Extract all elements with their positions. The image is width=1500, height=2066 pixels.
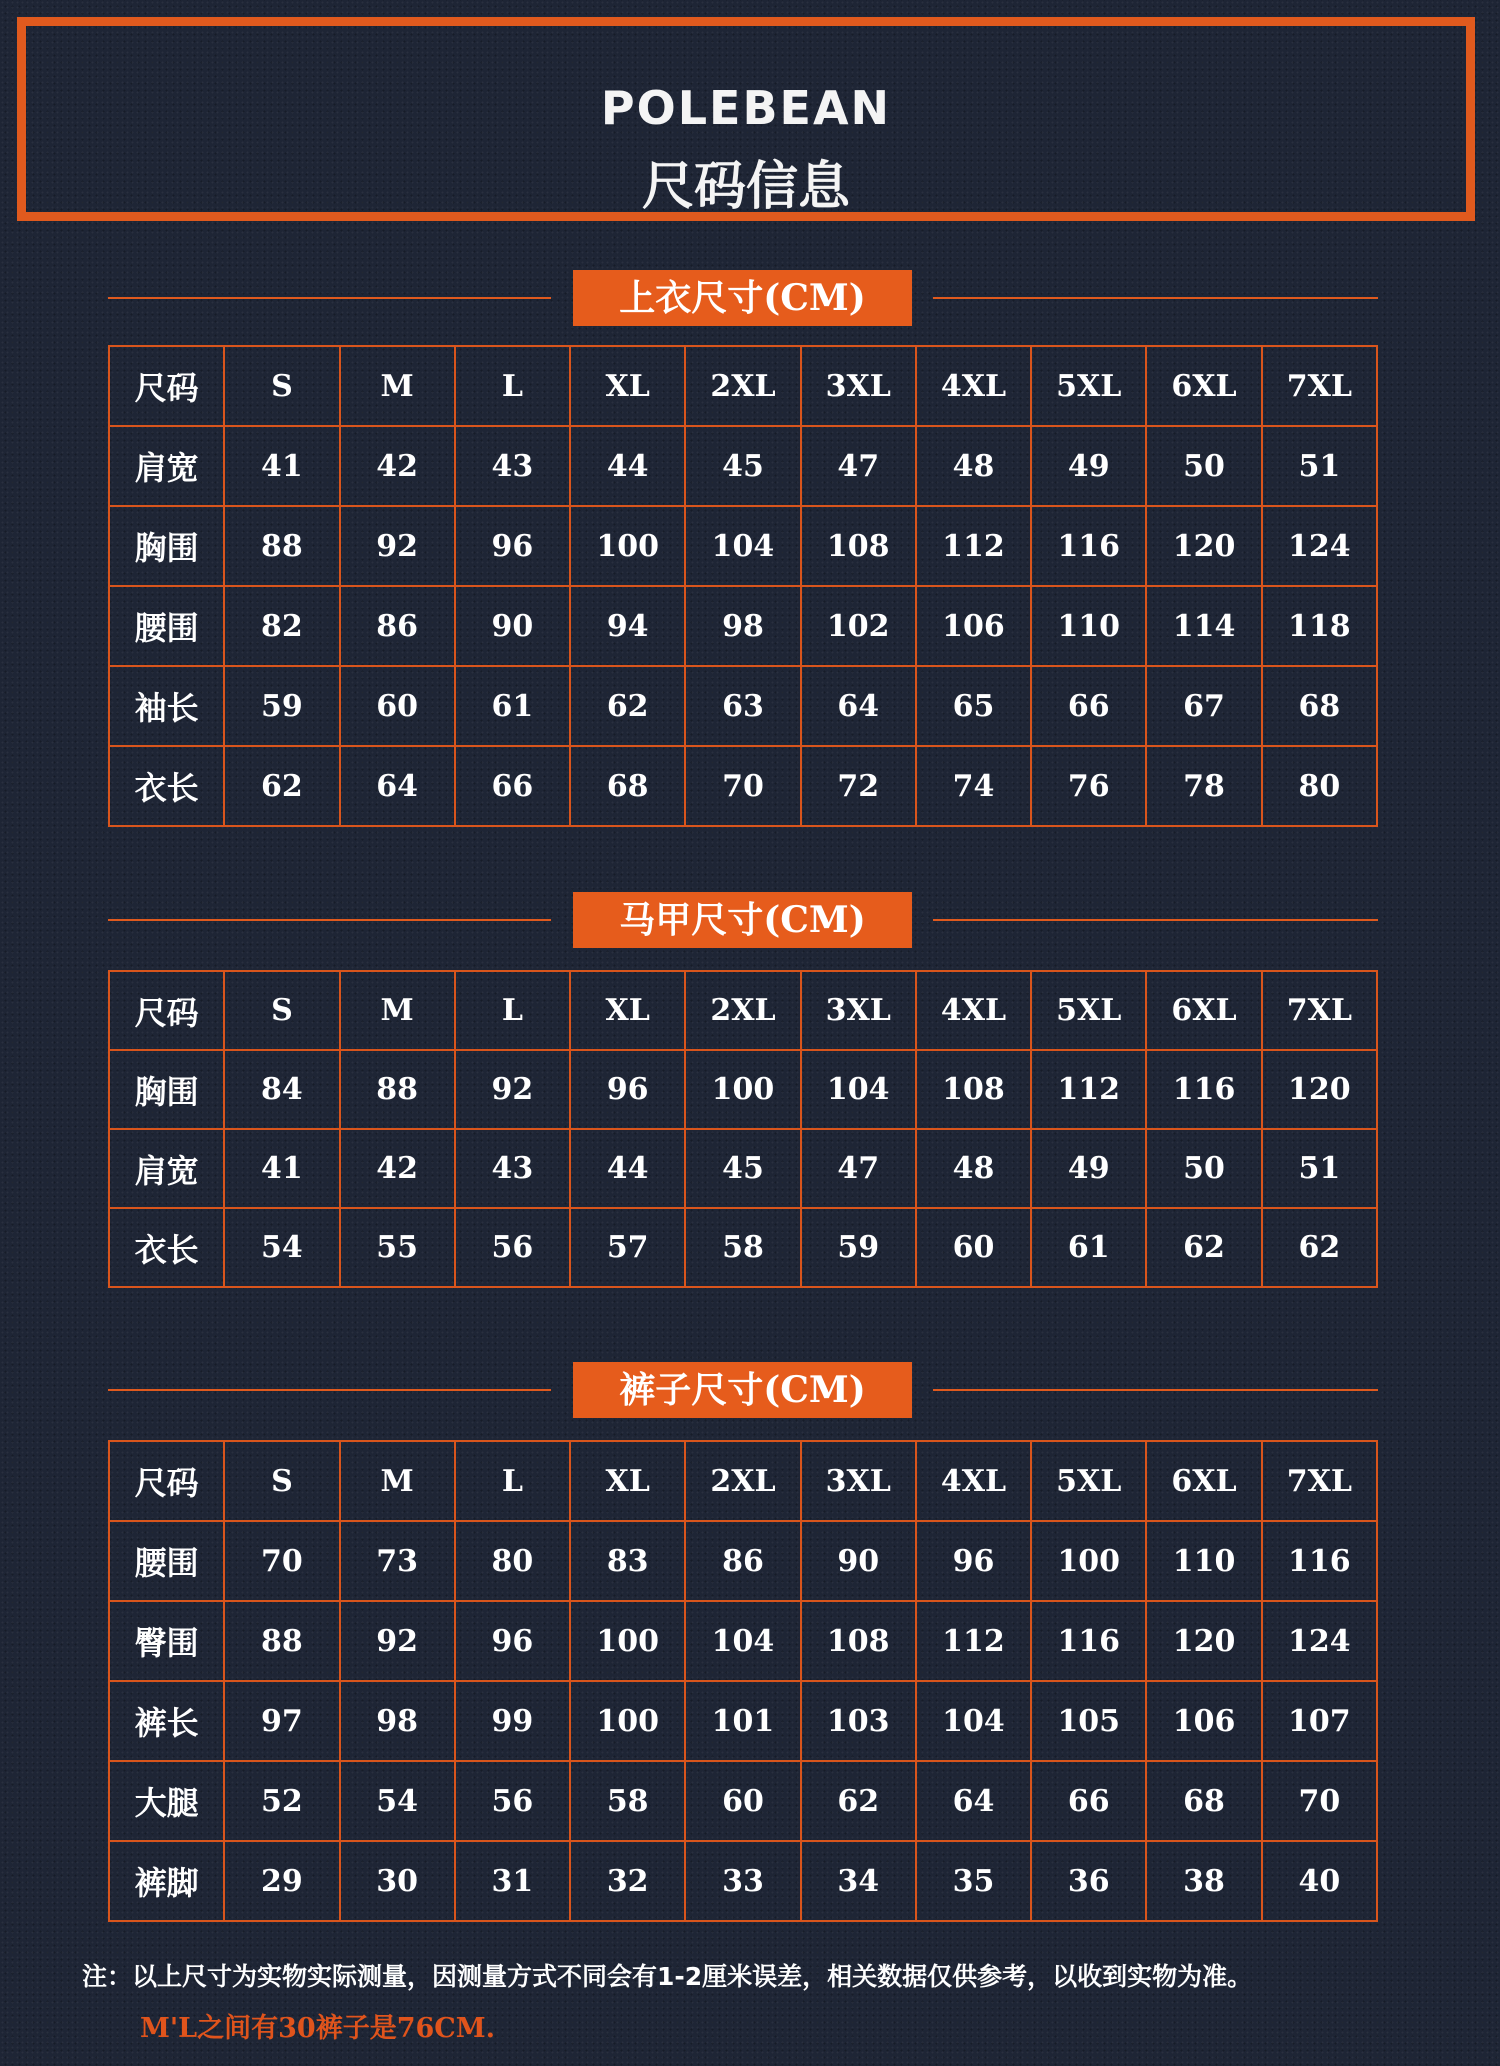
table-cell: 50 [1146, 426, 1261, 506]
table-row [109, 1129, 1377, 1208]
row-label-cell: 腰围 [109, 1521, 224, 1601]
table-cell: 58 [685, 1208, 800, 1287]
table-cell: 60 [916, 1208, 1031, 1287]
table-cell: 65 [916, 666, 1031, 746]
size-header-cell: M [340, 971, 455, 1050]
size-header-cell: 6XL [1146, 1441, 1261, 1521]
table-cell: 35 [916, 1841, 1031, 1921]
table-cell: 51 [1262, 1129, 1377, 1208]
table-cell: 67 [1146, 666, 1261, 746]
table-cell: 68 [1262, 666, 1377, 746]
vest-size-table [108, 970, 1378, 1288]
table-cell: 100 [570, 1681, 685, 1761]
table-cell: 64 [340, 746, 455, 826]
table-cell: 48 [916, 1129, 1031, 1208]
table-cell: 106 [1146, 1681, 1261, 1761]
size-header-cell: XL [570, 346, 685, 426]
table-cell: 68 [1146, 1761, 1261, 1841]
table-cell: 60 [685, 1761, 800, 1841]
table-header-row [109, 346, 1377, 426]
row-label-cell: 裤脚 [109, 1841, 224, 1921]
table-cell: 106 [916, 586, 1031, 666]
table-cell: 61 [455, 666, 570, 746]
table-cell: 120 [1146, 1601, 1261, 1681]
table-cell: 100 [570, 506, 685, 586]
table-cell: 96 [570, 1050, 685, 1129]
table-cell: 41 [224, 426, 339, 506]
table-cell: 118 [1262, 586, 1377, 666]
table-cell: 76 [1031, 746, 1146, 826]
table-cell: 116 [1031, 1601, 1146, 1681]
section-header-tops [108, 270, 1378, 326]
size-header-cell: L [455, 1441, 570, 1521]
row-label-cell: 腰围 [109, 586, 224, 666]
table-cell: 110 [1146, 1521, 1261, 1601]
row-label-cell: 肩宽 [109, 1129, 224, 1208]
section-title-tops: 上衣尺寸(CM) [573, 270, 912, 326]
table-cell: 52 [224, 1761, 339, 1841]
section-title-trousers: 裤子尺寸(CM) [573, 1362, 912, 1418]
table-row [109, 746, 1377, 826]
size-header-cell: 2XL [685, 971, 800, 1050]
row-label-cell: 胸围 [109, 506, 224, 586]
table-cell: 68 [570, 746, 685, 826]
table-cell: 98 [685, 586, 800, 666]
size-header-cell: 5XL [1031, 971, 1146, 1050]
table-cell: 44 [570, 426, 685, 506]
table-cell: 40 [1262, 1841, 1377, 1921]
table-cell: 45 [685, 426, 800, 506]
size-header-cell: 7XL [1262, 346, 1377, 426]
table-cell: 62 [1146, 1208, 1261, 1287]
table-cell: 112 [1031, 1050, 1146, 1129]
size-header-cell: S [224, 1441, 339, 1521]
table-cell: 82 [224, 586, 339, 666]
table-cell: 101 [685, 1681, 800, 1761]
table-cell: 50 [1146, 1129, 1261, 1208]
table-cell: 61 [1031, 1208, 1146, 1287]
table-cell: 94 [570, 586, 685, 666]
table-header-row [109, 971, 1377, 1050]
table-cell: 116 [1146, 1050, 1261, 1129]
table-cell: 43 [455, 1129, 570, 1208]
table-cell: 86 [340, 586, 455, 666]
table-cell: 114 [1146, 586, 1261, 666]
size-header-cell: 5XL [1031, 346, 1146, 426]
row-label-cell: 臀围 [109, 1601, 224, 1681]
table-cell: 63 [685, 666, 800, 746]
table-cell: 38 [1146, 1841, 1261, 1921]
table-cell: 32 [570, 1841, 685, 1921]
measurement-note: 注：以上尺寸为实物实际测量，因测量方式不同会有1-2厘米误差，相关数据仅供参考，以收到实物为准。 [82, 1962, 1253, 1991]
table-cell: 92 [340, 1601, 455, 1681]
table-row [109, 506, 1377, 586]
size-header-cell: 6XL [1146, 346, 1261, 426]
table-cell: 100 [685, 1050, 800, 1129]
table-cell: 80 [1262, 746, 1377, 826]
table-cell: 66 [455, 746, 570, 826]
table-cell: 56 [455, 1208, 570, 1287]
table-cell: 108 [801, 1601, 916, 1681]
table-cell: 42 [340, 1129, 455, 1208]
table-cell: 60 [340, 666, 455, 746]
table-cell: 99 [455, 1681, 570, 1761]
table-cell: 31 [455, 1841, 570, 1921]
table-row [109, 666, 1377, 746]
table-cell: 55 [340, 1208, 455, 1287]
table-cell: 45 [685, 1129, 800, 1208]
size-header-cell: L [455, 346, 570, 426]
table-cell: 54 [340, 1761, 455, 1841]
table-row [109, 1521, 1377, 1601]
table-row [109, 1208, 1377, 1287]
table-header-row [109, 1441, 1377, 1521]
table-row [109, 1761, 1377, 1841]
size-header-cell: 6XL [1146, 971, 1261, 1050]
table-cell: 49 [1031, 426, 1146, 506]
table-cell: 116 [1262, 1521, 1377, 1601]
table-cell: 36 [1031, 1841, 1146, 1921]
size-header-cell: S [224, 346, 339, 426]
size-header-cell: 3XL [801, 1441, 916, 1521]
table-cell: 110 [1031, 586, 1146, 666]
table-row [109, 1050, 1377, 1129]
table-cell: 59 [224, 666, 339, 746]
table-cell: 73 [340, 1521, 455, 1601]
table-cell: 90 [455, 586, 570, 666]
table-cell: 34 [801, 1841, 916, 1921]
row-label-cell: 裤长 [109, 1681, 224, 1761]
size-header-cell: XL [570, 1441, 685, 1521]
row-label-cell: 肩宽 [109, 426, 224, 506]
table-cell: 62 [224, 746, 339, 826]
size-header-cell: 5XL [1031, 1441, 1146, 1521]
table-cell: 64 [801, 666, 916, 746]
table-cell: 88 [340, 1050, 455, 1129]
table-cell: 96 [455, 506, 570, 586]
table-cell: 86 [685, 1521, 800, 1601]
divider-line [933, 919, 1378, 921]
table-cell: 62 [801, 1761, 916, 1841]
table-cell: 124 [1262, 506, 1377, 586]
row-label-cell: 尺码 [109, 971, 224, 1050]
row-label-cell: 胸围 [109, 1050, 224, 1129]
divider-line [108, 919, 551, 921]
size-header-cell: 4XL [916, 971, 1031, 1050]
table-cell: 59 [801, 1208, 916, 1287]
table-cell: 104 [916, 1681, 1031, 1761]
size-header-cell: XL [570, 971, 685, 1050]
table-cell: 108 [801, 506, 916, 586]
header-banner [17, 17, 1475, 221]
divider-line [108, 297, 551, 299]
table-cell: 120 [1146, 506, 1261, 586]
table-cell: 33 [685, 1841, 800, 1921]
table-cell: 30 [340, 1841, 455, 1921]
table-cell: 57 [570, 1208, 685, 1287]
divider-line [933, 1389, 1378, 1391]
table-cell: 42 [340, 426, 455, 506]
table-cell: 47 [801, 426, 916, 506]
table-cell: 80 [455, 1521, 570, 1601]
table-cell: 72 [801, 746, 916, 826]
table-cell: 58 [570, 1761, 685, 1841]
table-cell: 66 [1031, 1761, 1146, 1841]
size-header-cell: M [340, 346, 455, 426]
table-cell: 88 [224, 506, 339, 586]
table-cell: 92 [455, 1050, 570, 1129]
size-header-cell: 2XL [685, 1441, 800, 1521]
table-cell: 83 [570, 1521, 685, 1601]
row-label-cell: 衣长 [109, 1208, 224, 1287]
size-header-cell: M [340, 1441, 455, 1521]
size-header-cell: 4XL [916, 346, 1031, 426]
table-cell: 92 [340, 506, 455, 586]
table-row [109, 426, 1377, 506]
table-cell: 70 [1262, 1761, 1377, 1841]
trousers-size-table [108, 1440, 1378, 1922]
divider-line [108, 1389, 551, 1391]
table-cell: 108 [916, 1050, 1031, 1129]
table-cell: 41 [224, 1129, 339, 1208]
table-cell: 104 [801, 1050, 916, 1129]
row-label-cell: 袖长 [109, 666, 224, 746]
table-cell: 90 [801, 1521, 916, 1601]
table-cell: 47 [801, 1129, 916, 1208]
table-cell: 100 [570, 1601, 685, 1681]
size-header-cell: 4XL [916, 1441, 1031, 1521]
size-header-cell: 7XL [1262, 1441, 1377, 1521]
table-cell: 107 [1262, 1681, 1377, 1761]
table-cell: 51 [1262, 426, 1377, 506]
table-row [109, 1601, 1377, 1681]
table-cell: 62 [1262, 1208, 1377, 1287]
table-cell: 70 [224, 1521, 339, 1601]
table-cell: 78 [1146, 746, 1261, 826]
table-cell: 49 [1031, 1129, 1146, 1208]
table-cell: 66 [1031, 666, 1146, 746]
table-cell: 29 [224, 1841, 339, 1921]
size-header-cell: 7XL [1262, 971, 1377, 1050]
table-cell: 104 [685, 1601, 800, 1681]
table-cell: 112 [916, 506, 1031, 586]
table-cell: 105 [1031, 1681, 1146, 1761]
table-cell: 97 [224, 1681, 339, 1761]
row-label-cell: 尺码 [109, 346, 224, 426]
table-cell: 56 [455, 1761, 570, 1841]
size-header-cell: 3XL [801, 971, 916, 1050]
section-header-vest [108, 892, 1378, 948]
table-cell: 98 [340, 1681, 455, 1761]
highlight-note: M'L之间有30裤子是76CM. [140, 2013, 496, 2044]
size-header-cell: L [455, 971, 570, 1050]
table-cell: 43 [455, 426, 570, 506]
table-cell: 120 [1262, 1050, 1377, 1129]
size-header-cell: 2XL [685, 346, 800, 426]
row-label-cell: 衣长 [109, 746, 224, 826]
table-cell: 102 [801, 586, 916, 666]
tops-size-table [108, 345, 1378, 827]
brand-logo: POLEBEAN [600, 81, 892, 135]
table-row [109, 1681, 1377, 1761]
table-cell: 62 [570, 666, 685, 746]
table-cell: 74 [916, 746, 1031, 826]
table-cell: 112 [916, 1601, 1031, 1681]
divider-line [933, 297, 1378, 299]
table-cell: 124 [1262, 1601, 1377, 1681]
table-cell: 103 [801, 1681, 916, 1761]
table-cell: 64 [916, 1761, 1031, 1841]
table-cell: 88 [224, 1601, 339, 1681]
size-header-cell: 3XL [801, 346, 916, 426]
section-header-trousers [108, 1362, 1378, 1418]
table-cell: 84 [224, 1050, 339, 1129]
table-row [109, 1841, 1377, 1921]
table-cell: 48 [916, 426, 1031, 506]
size-header-cell: S [224, 971, 339, 1050]
table-cell: 54 [224, 1208, 339, 1287]
table-cell: 116 [1031, 506, 1146, 586]
table-cell: 70 [685, 746, 800, 826]
table-row [109, 586, 1377, 666]
row-label-cell: 尺码 [109, 1441, 224, 1521]
section-title-vest: 马甲尺寸(CM) [573, 892, 912, 948]
table-cell: 96 [455, 1601, 570, 1681]
page-title: 尺码信息 [641, 157, 850, 217]
table-cell: 96 [916, 1521, 1031, 1601]
row-label-cell: 大腿 [109, 1761, 224, 1841]
table-cell: 44 [570, 1129, 685, 1208]
table-cell: 104 [685, 506, 800, 586]
table-cell: 100 [1031, 1521, 1146, 1601]
